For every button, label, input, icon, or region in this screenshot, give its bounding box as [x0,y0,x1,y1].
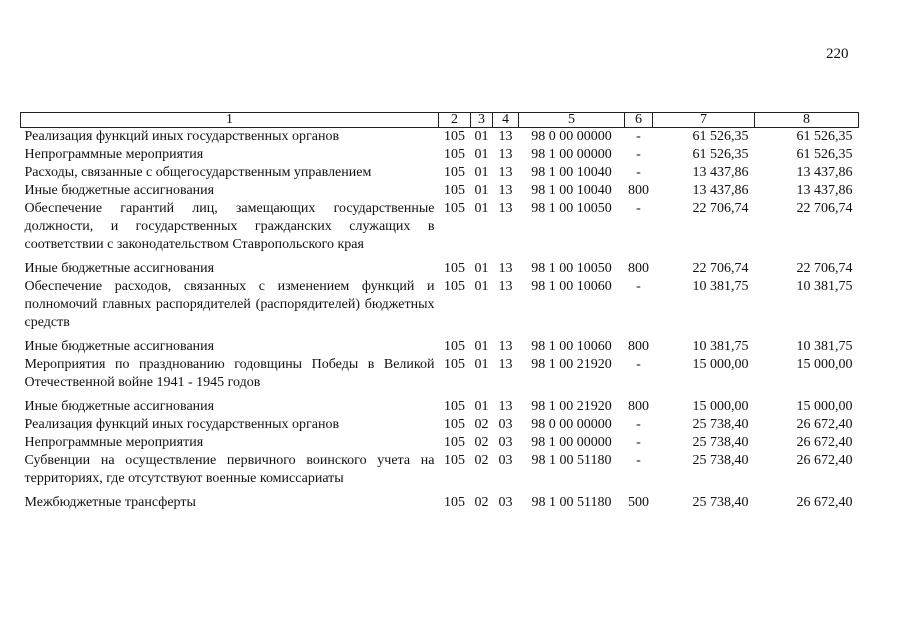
row-code-admin: 105 [444,129,465,144]
row-code-type: 500 [628,495,649,510]
row-code-subsection: 13 [498,357,513,372]
row-amount-1: 22 706,74 [692,201,749,216]
row-code-admin: 105 [444,183,465,198]
row-amount-2: 26 672,40 [796,453,853,468]
row-amount-2: 61 526,35 [796,129,853,144]
row-code-section: 01 [474,339,489,354]
table-row [21,416,859,434]
table-row [21,278,859,338]
row-amount-1: 22 706,74 [692,261,749,276]
row-amount-2: 26 672,40 [796,435,853,450]
row-code-subsection: 13 [498,279,513,294]
table-row [21,182,859,200]
row-code-admin: 105 [444,357,465,372]
table-row [21,338,859,356]
row-code-section: 01 [474,183,489,198]
row-code-section: 01 [474,147,489,162]
row-code-target: 98 1 00 51180 [531,453,612,468]
row-amount-1: 61 526,35 [692,129,749,144]
row-name: Мероприятия по празднованию годовщины Победы в Великой Отечественной войне 1941 - 1945 годов [24,357,435,390]
table-row [21,434,859,452]
row-code-admin: 105 [444,147,465,162]
header-col-2: 2 [439,113,471,128]
table-row [21,356,859,398]
row-amount-1: 61 526,35 [692,147,749,162]
header-col-8: 8 [755,113,859,128]
row-code-type: - [636,201,641,216]
row-code-subsection: 03 [498,417,513,432]
header-col-4: 4 [493,113,519,128]
row-code-admin: 105 [444,201,465,216]
row-code-section: 01 [474,261,489,276]
row-amount-2: 22 706,74 [796,201,853,216]
row-name: Иные бюджетные ассигнования [24,261,215,276]
row-code-target: 98 1 00 10050 [531,201,612,216]
row-amount-1: 13 437,86 [692,183,749,198]
row-code-target: 98 1 00 10040 [531,165,612,180]
row-code-subsection: 13 [498,147,513,162]
row-code-target: 98 1 00 21920 [531,357,612,372]
table-row [21,146,859,164]
header-col-3: 3 [471,113,493,128]
row-code-type: - [636,129,641,144]
row-amount-1: 25 738,40 [692,453,749,468]
row-amount-2: 22 706,74 [796,261,853,276]
header-col-5: 5 [519,113,625,128]
row-name: Расходы, связанные с общегосударственным управлением [24,165,372,180]
row-code-subsection: 03 [498,495,513,510]
row-code-type: - [636,435,641,450]
row-code-section: 01 [474,129,489,144]
row-code-subsection: 13 [498,339,513,354]
row-amount-2: 13 437,86 [796,165,853,180]
row-amount-1: 15 000,00 [692,399,749,414]
row-amount-1: 15 000,00 [692,357,749,372]
row-code-admin: 105 [444,495,465,510]
row-code-subsection: 13 [498,201,513,216]
row-amount-2: 10 381,75 [796,279,853,294]
row-code-type: - [636,453,641,468]
row-code-type: 800 [628,261,649,276]
table-row [21,200,859,260]
row-code-section: 02 [474,417,489,432]
row-name: Реализация функций иных государственных органов [24,417,340,432]
row-code-target: 98 1 00 00000 [531,147,612,162]
row-code-target: 98 1 00 00000 [531,435,612,450]
row-code-subsection: 03 [498,453,513,468]
row-code-type: 800 [628,183,649,198]
row-code-subsection: 03 [498,435,513,450]
row-code-admin: 105 [444,165,465,180]
row-code-admin: 105 [444,453,465,468]
row-code-subsection: 13 [498,183,513,198]
row-amount-1: 10 381,75 [692,339,749,354]
row-code-section: 01 [474,357,489,372]
row-code-type: 800 [628,339,649,354]
row-code-type: - [636,417,641,432]
row-amount-1: 13 437,86 [692,165,749,180]
row-code-admin: 105 [444,339,465,354]
row-code-type: - [636,165,641,180]
header-row [21,113,859,128]
row-code-admin: 105 [444,417,465,432]
header-col-6: 6 [625,113,653,128]
row-code-subsection: 13 [498,399,513,414]
row-code-admin: 105 [444,435,465,450]
row-name: Иные бюджетные ассигнования [24,339,215,354]
row-amount-2: 10 381,75 [796,339,853,354]
row-amount-2: 26 672,40 [796,417,853,432]
row-name: Обеспечение расходов, связанных с изменением функций и полномочий главных распорядителей (распорядителей) бюджетных средств [24,279,435,330]
row-code-admin: 105 [444,279,465,294]
row-name: Иные бюджетные ассигнования [24,183,215,198]
row-code-subsection: 13 [498,261,513,276]
table-row [21,128,859,147]
row-code-type: - [636,147,641,162]
row-amount-2: 13 437,86 [796,183,853,198]
row-code-target: 98 1 00 10060 [531,279,612,294]
row-code-type: - [636,279,641,294]
row-code-target: 98 1 00 51180 [531,495,612,510]
row-code-section: 02 [474,453,489,468]
budget-table [20,112,859,512]
row-code-section: 01 [474,165,489,180]
row-code-type: 800 [628,399,649,414]
row-code-section: 01 [474,399,489,414]
row-amount-1: 25 738,40 [692,435,749,450]
row-name: Реализация функций иных государственных органов [24,129,340,144]
table-row [21,494,859,512]
row-code-admin: 105 [444,399,465,414]
row-name: Непрограммные мероприятия [24,147,204,162]
header-col-1: 1 [21,113,439,128]
table-body [21,128,859,513]
table-row [21,398,859,416]
page-number: 220 [826,46,849,62]
row-amount-1: 10 381,75 [692,279,749,294]
row-name: Субвенции на осуществление первичного воинского учета на территориях, где отсутствуют военные комиссариаты [24,453,435,486]
table-row [21,260,859,278]
row-amount-2: 61 526,35 [796,147,853,162]
table-row [21,452,859,494]
row-code-target: 98 0 00 00000 [531,417,612,432]
row-code-section: 02 [474,495,489,510]
row-name: Обеспечение гарантий лиц, замещающих государственные должности, и государственных гражданских служащих в соответствии с законодательством Ставропольского края [24,201,435,252]
row-code-target: 98 0 00 00000 [531,129,612,144]
row-name: Непрограммные мероприятия [24,435,204,450]
row-code-target: 98 1 00 10060 [531,339,612,354]
row-amount-1: 25 738,40 [692,417,749,432]
header-col-7: 7 [653,113,755,128]
row-name: Межбюджетные трансферты [24,495,196,510]
row-amount-2: 26 672,40 [796,495,853,510]
row-code-type: - [636,357,641,372]
row-code-section: 02 [474,435,489,450]
row-code-target: 98 1 00 21920 [531,399,612,414]
row-code-subsection: 13 [498,129,513,144]
row-amount-2: 15 000,00 [796,357,853,372]
row-amount-1: 25 738,40 [692,495,749,510]
row-code-admin: 105 [444,261,465,276]
table-row [21,164,859,182]
row-code-subsection: 13 [498,165,513,180]
row-amount-2: 15 000,00 [796,399,853,414]
row-code-section: 01 [474,279,489,294]
row-name: Иные бюджетные ассигнования [24,399,215,414]
row-code-target: 98 1 00 10050 [531,261,612,276]
row-code-section: 01 [474,201,489,216]
row-code-target: 98 1 00 10040 [531,183,612,198]
